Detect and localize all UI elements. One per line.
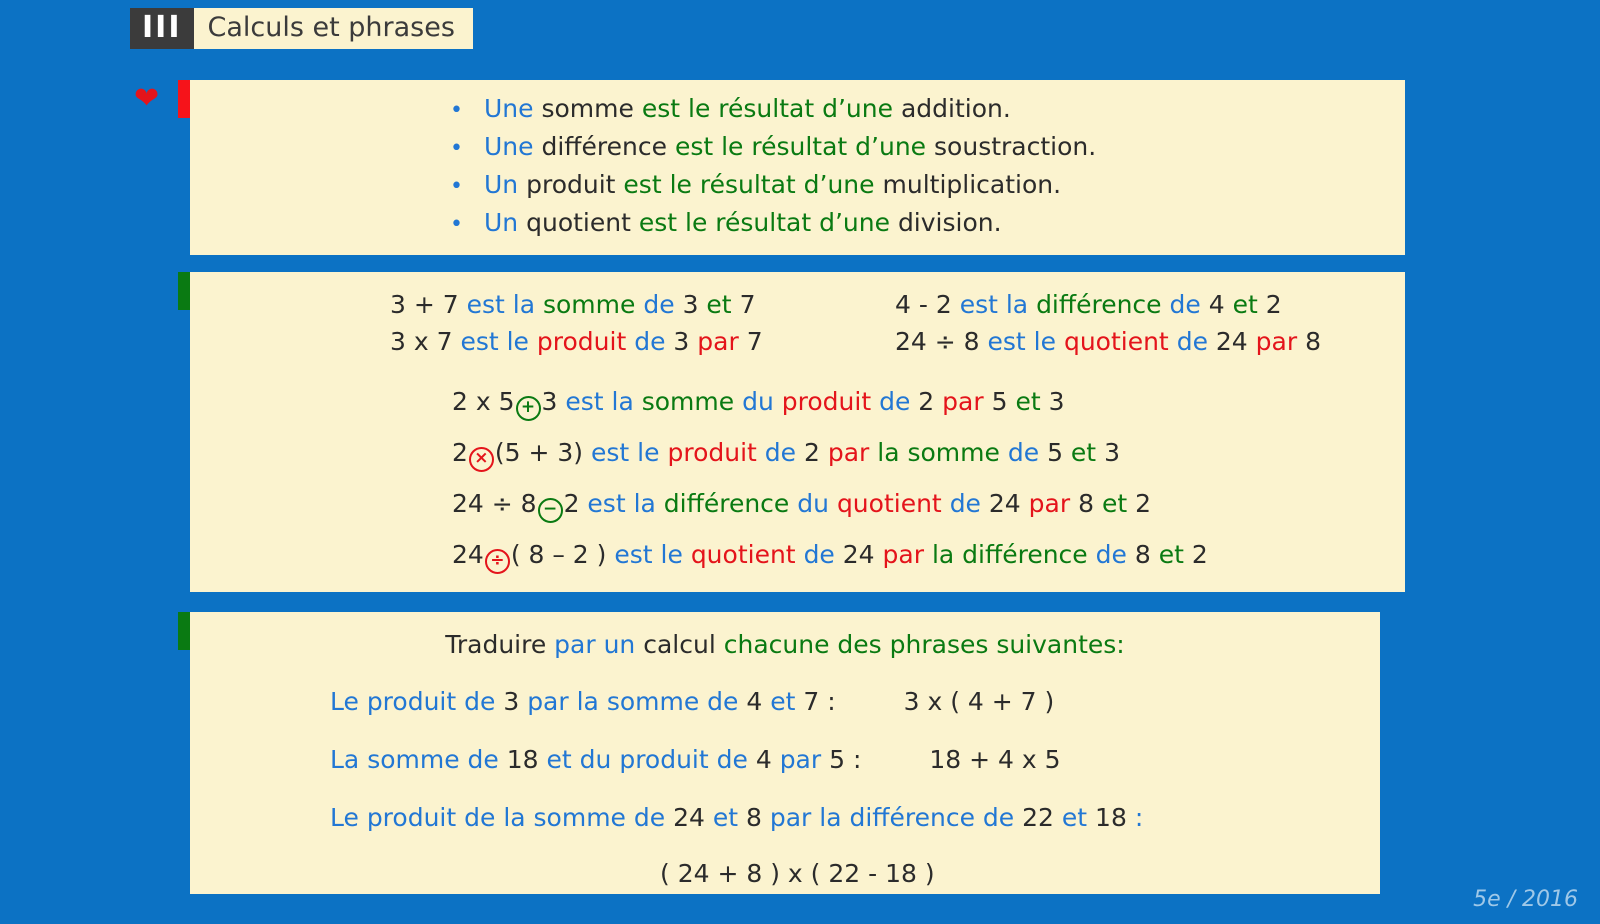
de-text: de	[643, 290, 675, 319]
number: 4	[1208, 290, 1225, 319]
number: 18	[506, 745, 539, 774]
phrase-part: par la somme de	[527, 687, 739, 716]
du-text: du	[797, 489, 829, 518]
calc-suffix: 2	[563, 489, 580, 518]
heart-icon: ❤	[134, 81, 160, 116]
calc-prefix: 24	[452, 540, 484, 569]
est-text: est le	[460, 327, 529, 356]
vocab-article: Une	[484, 132, 534, 161]
exemple1-line	[895, 327, 1321, 356]
divide-circle-icon: ÷	[485, 549, 510, 574]
calc-prefix: 24 ÷ 8	[452, 489, 537, 518]
exemple1-line	[895, 290, 1321, 319]
vocab-operation: multiplication.	[882, 170, 1062, 199]
operation-word: somme	[542, 290, 636, 319]
times-circle-icon: ×	[469, 447, 494, 472]
vocab-operation: division.	[897, 208, 1002, 237]
est-text: est le	[614, 540, 683, 569]
number: 3	[503, 687, 520, 716]
vocabulaire-panel	[190, 80, 1405, 255]
par-text: par	[697, 327, 739, 356]
est-text: est la	[565, 387, 634, 416]
operation-word: produit	[781, 387, 872, 416]
exemple2-exercise-row	[330, 687, 1054, 716]
bullet-icon: •	[450, 212, 463, 237]
bullet-icon: •	[450, 174, 463, 199]
vocab-phrase: est le résultat d’une	[638, 208, 890, 237]
vocabulaire-list	[450, 94, 1096, 246]
par-text: par	[1255, 327, 1298, 356]
de-text: de	[634, 327, 666, 356]
exemple1-detail-rows	[190, 387, 1405, 591]
phrase-part: Le produit de la somme de	[330, 803, 666, 832]
number: 7	[803, 687, 820, 716]
number: 5	[1047, 438, 1063, 467]
operation-word: produit	[536, 327, 627, 356]
vocab-operation: addition.	[900, 94, 1011, 123]
vocab-phrase: est le résultat d’une	[674, 132, 927, 161]
footer-label: 5e / 2016	[1473, 887, 1578, 912]
instruction-part: calcul	[643, 630, 716, 659]
number: 2	[918, 387, 935, 416]
phrase-part: La somme de	[330, 745, 499, 774]
number: 24	[842, 540, 875, 569]
operation-word: différence	[1036, 290, 1162, 319]
de-text: de	[1169, 290, 1201, 319]
et-text: et	[1232, 290, 1258, 319]
de-text: de	[803, 540, 835, 569]
du-text: du	[742, 387, 774, 416]
calc-suffix: (5 + 3)	[494, 438, 584, 467]
vocab-phrase: est le résultat d’une	[641, 94, 893, 123]
et-text: et	[1070, 438, 1097, 467]
instruction-part: chacune des phrases suivantes:	[723, 630, 1125, 659]
number: 4	[755, 745, 772, 774]
answer-expression: 18 + 4 x 5	[929, 745, 1061, 774]
est-text: est le	[987, 327, 1056, 356]
par-text: par	[779, 745, 822, 774]
bullet-icon: •	[450, 136, 463, 161]
et-text: et	[770, 687, 796, 716]
number: 7	[746, 327, 763, 356]
vocab-word: quotient	[526, 208, 631, 237]
et-text: et	[1015, 387, 1041, 416]
calc-expression: 4 - 2	[895, 290, 952, 319]
list-item	[450, 208, 1096, 237]
phrase-part: et du produit de	[546, 745, 748, 774]
operation-word: quotient	[690, 540, 796, 569]
et-text: et	[1158, 540, 1184, 569]
list-item	[450, 132, 1096, 161]
de-text: de	[1095, 540, 1127, 569]
section-title	[130, 8, 473, 49]
instruction-part: par un	[554, 630, 636, 659]
calc-expression: 24 ÷ 8	[895, 327, 980, 356]
la-text: la	[931, 540, 955, 569]
exemple2-exercise-row	[330, 803, 1143, 832]
number: 8	[1078, 489, 1094, 518]
est-text: est la	[466, 290, 536, 319]
exemple1-left-column	[390, 290, 763, 364]
calc-expression: 3 + 7	[390, 290, 459, 319]
par-text: par	[827, 438, 870, 467]
par-text: par	[882, 540, 924, 569]
phrase-part: par la différence de	[769, 803, 1015, 832]
exemple2-instruction	[190, 630, 1380, 659]
list-item	[450, 94, 1096, 123]
et-text: et	[706, 290, 732, 319]
calc-expression: 3 x 7	[390, 327, 453, 356]
bullet-icon: •	[450, 98, 463, 123]
exemple2-exercise-row	[330, 745, 1061, 774]
operation-word: quotient	[836, 489, 942, 518]
vocab-operation: soustraction.	[934, 132, 1097, 161]
la-text: la	[877, 438, 900, 467]
operation-word: somme	[641, 387, 735, 416]
minus-circle-icon: −	[538, 498, 563, 523]
exemple1-detail-row	[190, 540, 1405, 574]
exemple1-right-column	[895, 290, 1321, 364]
calc-suffix: 3	[541, 387, 558, 416]
number: 5	[991, 387, 1008, 416]
number: 7	[739, 290, 756, 319]
answer-expression: ( 24 + 8 ) x ( 22 - 18 )	[660, 859, 935, 888]
number: 2	[1191, 540, 1208, 569]
par-text: par	[1028, 489, 1071, 518]
vocab-phrase: est le résultat d’une	[623, 170, 875, 199]
exemple1-panel	[190, 272, 1405, 592]
et-text: et	[1101, 489, 1128, 518]
vocab-word: produit	[526, 170, 616, 199]
exemple1-detail-row	[190, 387, 1405, 421]
instruction-part: Traduire	[445, 630, 547, 659]
number: 24	[1215, 327, 1248, 356]
number: 2	[1135, 489, 1151, 518]
answer-expression: 3 x ( 4 + 7 )	[903, 687, 1055, 716]
exemple2-panel	[190, 612, 1380, 894]
est-text: est la	[587, 489, 656, 518]
number: 24	[673, 803, 705, 832]
et-text: et	[1061, 803, 1088, 832]
number: 3	[682, 290, 699, 319]
number: 2	[1265, 290, 1282, 319]
et-text: et	[712, 803, 739, 832]
colon: :	[827, 687, 836, 716]
exemple1-line	[390, 327, 763, 356]
calc-suffix: ( 8 – 2 )	[510, 540, 607, 569]
section-number: III	[130, 8, 194, 49]
phrase-part: Le produit de	[330, 687, 496, 716]
number: 4	[746, 687, 763, 716]
number: 22	[1022, 803, 1054, 832]
colon: :	[852, 745, 862, 774]
est-text: est la	[959, 290, 1029, 319]
vocab-article: Un	[484, 170, 519, 199]
section-title-text: Calculs et phrases	[194, 8, 473, 49]
operation-word: différence	[663, 489, 790, 518]
vocab-article: Une	[484, 94, 534, 123]
operation-word: somme	[907, 438, 1000, 467]
exemple1-line	[390, 290, 763, 319]
list-item	[450, 170, 1096, 199]
vocab-word: différence	[541, 132, 667, 161]
de-text: de	[879, 387, 911, 416]
number: 8	[1134, 540, 1151, 569]
de-text: de	[1176, 327, 1208, 356]
number: 24	[988, 489, 1021, 518]
number: 3	[1104, 438, 1120, 467]
number: 2	[803, 438, 820, 467]
number: 3	[673, 327, 690, 356]
vocab-article: Un	[484, 208, 519, 237]
calc-prefix: 2	[452, 438, 468, 467]
operation-word: quotient	[1063, 327, 1169, 356]
par-text: par	[942, 387, 984, 416]
number: 3	[1048, 387, 1065, 416]
operation-word: produit	[667, 438, 757, 467]
vocab-word: somme	[541, 94, 634, 123]
exemple2-answer-row	[660, 859, 935, 888]
de-text: de	[1007, 438, 1040, 467]
number: 5	[829, 745, 846, 774]
exemple1-detail-row	[190, 438, 1405, 472]
exemple1-detail-row	[190, 489, 1405, 523]
de-text: de	[764, 438, 797, 467]
plus-circle-icon: +	[516, 396, 541, 421]
number: 8	[1305, 327, 1321, 356]
operation-word: différence	[962, 540, 1088, 569]
calc-prefix: 2 x 5	[452, 387, 515, 416]
number: 8	[746, 803, 762, 832]
colon: :	[1134, 803, 1144, 832]
est-text: est le	[591, 438, 660, 467]
number: 18	[1095, 803, 1127, 832]
de-text: de	[949, 489, 981, 518]
